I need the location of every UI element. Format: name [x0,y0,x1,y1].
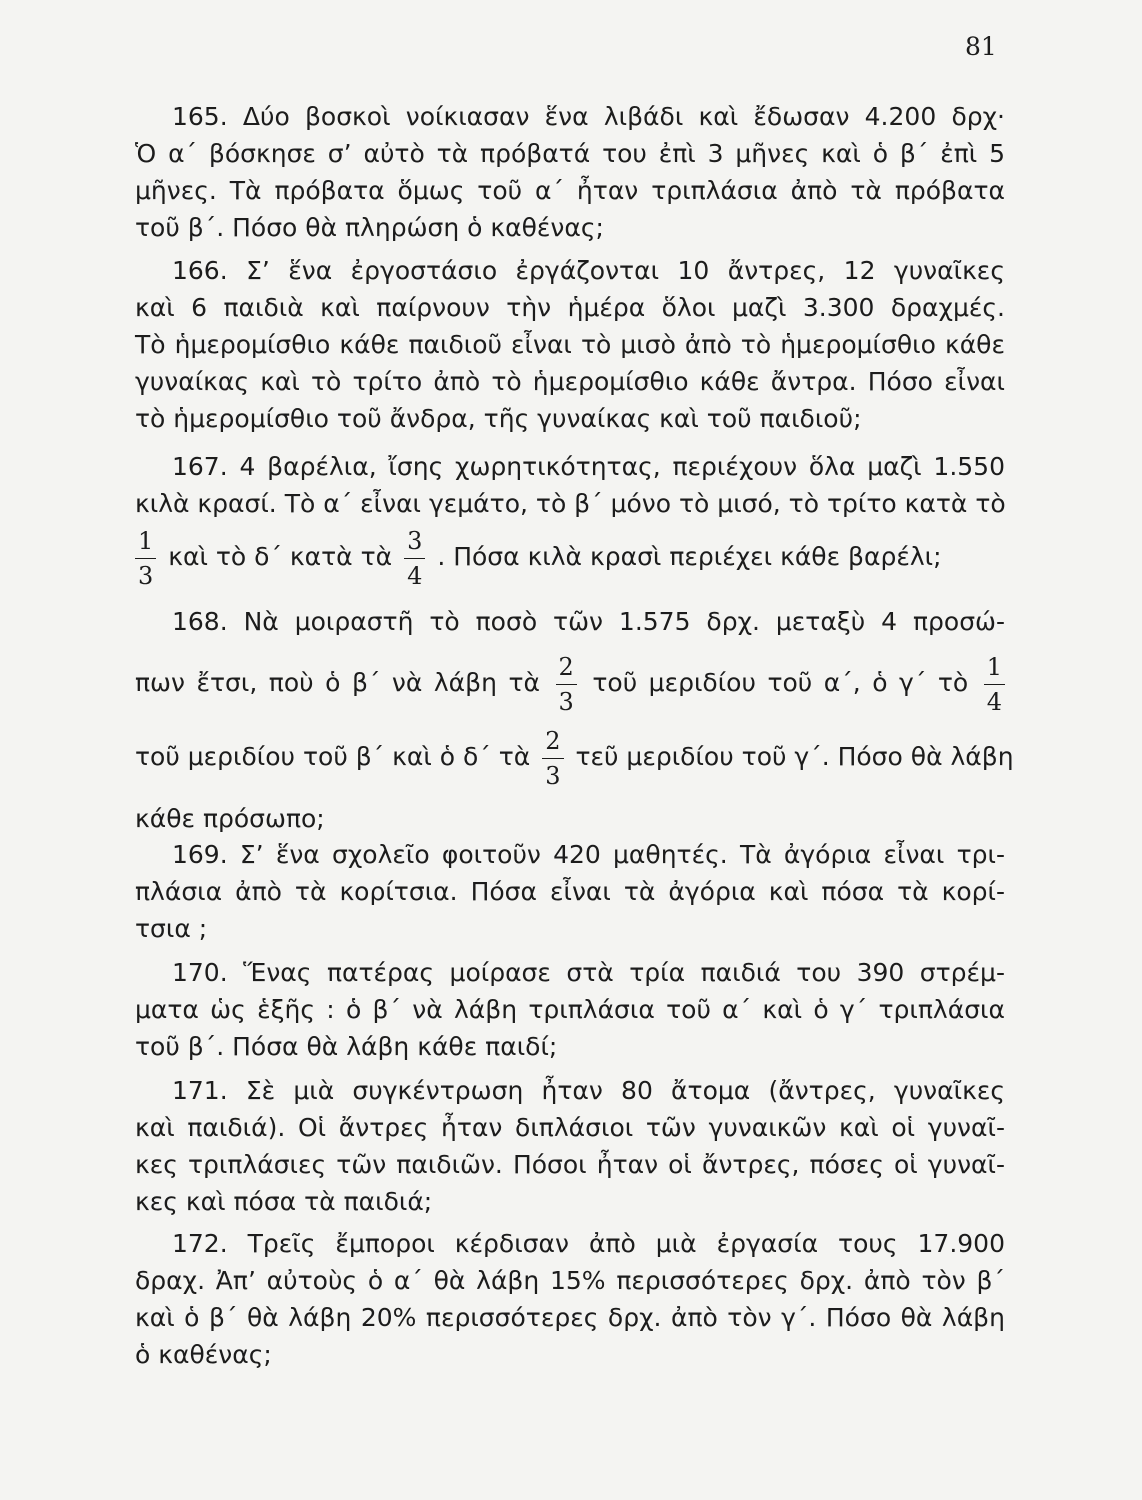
problem-line: γυναίκας καὶ τὸ τρίτο ἀπὸ τὸ ἡμερομίσθιο κάθε ἄντρα. Πόσο εἶναι [135,367,1005,396]
problem-168 [135,603,1014,837]
problem-line: 165. Δύο βοσκοὶ νοίκιασαν ἕνα λιβάδι καὶ ἔδωσαν 4.200 δρχ· [172,102,1005,131]
fraction-line [135,648,1005,718]
problem-line: κες καὶ πόσα τὰ παιδιά; [135,1187,433,1216]
problem-line: 169. Σ’ ἕνα σχολεῖο φοιτοῦν 420 μαθητές. Τὰ ἀγόρια εἶναι τρι- [172,840,1005,869]
problem-line: Ὁ α΄ βόσκησε σ’ αὐτὸ τὰ πρόβατά του ἐπὶ 3 μῆνες καὶ ὁ β΄ ἐπὶ 5 [135,139,1005,168]
fraction-text: τεῦ μεριδίου τοῦ γ΄. Πόσο θὰ λάβη [575,742,1014,771]
problem-line: ματα ὡς ἑξῆς : ὁ β΄ νὰ λάβη τριπλάσια τοῦ α΄ καὶ ὁ γ΄ τριπλάσια [135,995,1005,1024]
fraction-numerator: 1 [984,655,1005,685]
fraction-text: πων ἔτσι, ποὺ ὁ β΄ νὰ λάβη τὰ [135,668,540,697]
problem-167 [135,448,1005,592]
fraction-numerator: 1 [135,529,156,559]
problem-line: τὸ ἡμερομίσθιο τοῦ ἄνδρα, τῆς γυναίκας καὶ τοῦ παιδιοῦ; [135,404,862,433]
fraction-text: τοῦ μεριδίου τοῦ α΄, ὁ γ΄ τὸ [592,668,969,697]
problem-line: δραχ. Ἀπ’ αὐτοὺς ὁ α΄ θὰ λάβη 15% περισσότερες δρχ. ἀπὸ τὸν β΄ [135,1266,1005,1295]
fraction-numerator: 2 [556,655,577,685]
problem-166 [135,252,1005,437]
fraction [984,652,1005,716]
problem-line: Τὸ ἡμερομίσθιο κάθε παιδιοῦ εἶναι τὸ μισὸ ἀπὸ τὸ ἡμερομίσθιο κάθε [135,330,1005,359]
problem-169 [135,836,1005,947]
problem-170 [135,954,1005,1065]
fraction-line [135,522,1005,592]
fraction-denominator: 3 [545,761,561,790]
problem-171 [135,1072,1005,1220]
fraction-text: . Πόσα κιλὰ κρασὶ περιέχει κάθε βαρέλι; [437,542,942,571]
problem-line: καὶ 6 παιδιὰ καὶ παίρνουν τὴν ἡμέρα ὅλοι μαζὶ 3.300 δραχμές. [135,293,1005,322]
problem-line: 172. Τρεῖς ἔμποροι κέρδισαν ἀπὸ μιὰ ἐργασία τους 17.900 [172,1229,1005,1258]
fraction [135,526,156,590]
problem-line: κιλὰ κρασί. Τὸ α΄ εἶναι γεμάτο, τὸ β΄ μόνο τὸ μισό, τὸ τρίτο κατὰ τὸ [135,489,1006,518]
fraction-line [135,722,1014,792]
problem-line: τοῦ β΄. Πόσα θὰ λάβη κάθε παιδί; [135,1032,558,1061]
fraction-text: καὶ τὸ δ΄ κατὰ τὰ [168,542,393,571]
problem-line: ὁ καθένας; [135,1340,272,1369]
fraction [542,726,563,790]
problem-line: τσια ; [135,914,208,943]
problem-line: κες τριπλάσιες τῶν παιδιῶν. Πόσοι ἦταν οἱ ἄντρες, πόσες οἱ γυναῖ- [135,1150,1005,1179]
page-number: 81 [965,32,997,61]
problem-line: τοῦ β΄. Πόσο θὰ πληρώση ὁ καθένας; [135,213,604,242]
problem-line: 166. Σ’ ἕνα ἐργοστάσιο ἐργάζονται 10 ἄντρες, 12 γυναῖκες [172,256,1005,285]
problem-line: μῆνες. Τὰ πρόβατα ὅμως τοῦ α΄ ἦταν τριπλάσια ἀπὸ τὰ πρόβατα [135,176,1005,205]
problem-line: κάθε πρόσωπο; [135,804,325,833]
problem-line: 167. 4 βαρέλια, ἴσης χωρητικότητας, περιέχουν ὅλα μαζὶ 1.550 [172,452,1005,481]
fraction-text: τοῦ μεριδίου τοῦ β΄ καὶ ὁ δ΄ τὰ [135,742,531,771]
problem-line: καὶ ὁ β΄ θὰ λάβη 20% περισσότερες δρχ. ἀπὸ τὸν γ΄. Πόσο θὰ λάβη [135,1303,1005,1332]
problem-line: 170. Ἕνας πατέρας μοίρασε στὰ τρία παιδιά του 390 στρέμ- [172,958,1005,987]
problem-line: 171. Σὲ μιὰ συγκέντρωση ἦταν 80 ἄτομα (ἄντρες, γυναῖκες [172,1076,1005,1105]
problem-165 [135,98,1005,246]
fraction [556,652,577,716]
problem-172 [135,1225,1005,1373]
fraction-denominator: 3 [138,561,154,590]
fraction-numerator: 3 [404,529,425,559]
fraction-denominator: 3 [558,687,574,716]
fraction-denominator: 4 [407,561,423,590]
fraction-numerator: 2 [542,729,563,759]
problem-line: καὶ παιδιά). Οἱ ἄντρες ἦταν διπλάσιοι τῶν γυναικῶν καὶ οἱ γυναῖ- [135,1113,1005,1142]
fraction-denominator: 4 [986,687,1003,716]
fraction [404,526,425,590]
problem-line: πλάσια ἀπὸ τὰ κορίτσια. Πόσα εἶναι τὰ ἀγόρια καὶ πόσα τὰ κορί- [135,877,1005,906]
problem-line: 168. Νὰ μοιραστῆ τὸ ποσὸ τῶν 1.575 δρχ. μεταξὺ 4 προσώ- [172,607,1005,636]
